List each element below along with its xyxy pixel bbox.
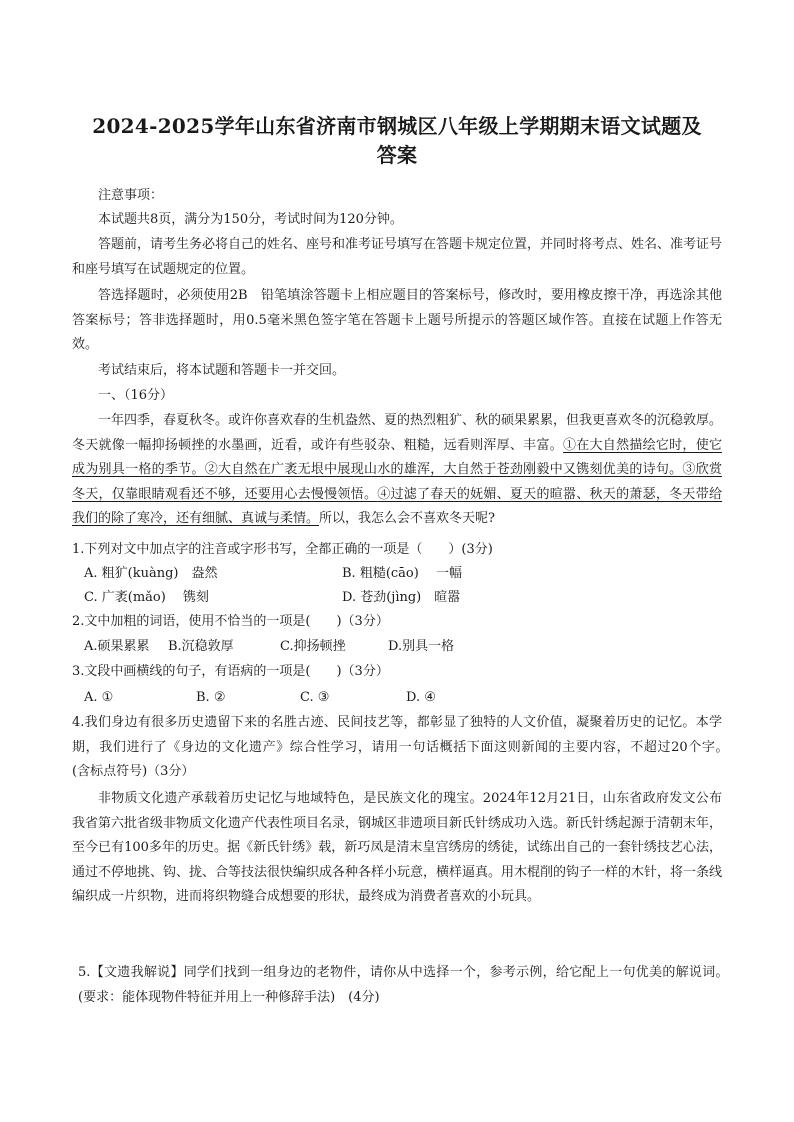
notice-p4: 考试结束后，将本试题和答题卡一并交回。 <box>98 363 346 378</box>
underlined-sentence-2: ②大自然在广袤无垠中展现山水的雄浑，大自然于苍劲刚毅中又镌刻优美的诗句。 <box>204 462 683 477</box>
notice-p3: 答选择题时，必须使用2B 铅笔填涂答题卡上相应题目的答案标号，修改时，要用橡皮擦干净，再选涂其他答案标号；答非选择题时，用0.5毫米黑色签字笔在答题卡上题号所提示的答题区域作答。直接在试题上作答无效。 <box>72 288 722 352</box>
question-3-option-b: B. ② <box>196 690 226 705</box>
page-title <box>60 112 734 170</box>
question-1-option-a: A. 粗犷(kuàng) 盎然 <box>84 566 218 581</box>
question-1-option-b: B. 粗糙(cāo) 一幅 <box>342 566 462 581</box>
underlined-sentence-4: ④过滤了春天的妩媚、夏天的暄嚣、秋天的萧瑟，冬天带给我们的除了寒冷，还有细腻、真诚与柔情。 <box>72 486 722 526</box>
question-2-option-b: B.沉稳敦厚 <box>168 639 234 654</box>
question-3-option-c: C. ③ <box>300 690 330 705</box>
question-4-news: 非物质文化遗产承载着历史记忆与地域特色，是民族文化的瑰宝。2024年12月21日，山东省政府发文公布我省第六批省级非物质文化遗产代表性项目名录，钢城区非遗项目新氏针绣成功入选。新氏针绣起源于清朝末年，至今已有100多年的历史。据《新氏针绣》载，新巧凤是清末皇宫绣房的绣徒，试练出自己的一套针绣技艺心法，通过不停地挑、钩、拢、合等技法很快编织成各种各样小玩意，横样逼真。用木棍削的钩子一样的木针，将一条线编织成一片织物，进而将织物缝合成想要的形状，最终成为消费者喜欢的小玩具。 <box>72 791 723 904</box>
question-2-stem: 2.文中加粗的词语，使用不恰当的一项是( )（3分） <box>72 614 389 629</box>
question-2-option-a: A.硕果累累 <box>84 639 150 654</box>
question-2-option-c: C.抑扬顿挫 <box>280 639 346 654</box>
underlined-sentence-3: ③欣赏冬天，仅靠眼睛观看还不够，还要用心去慢慢领悟。 <box>72 462 722 502</box>
question-1-option-c: C. 广袤(mǎo) 镌刻 <box>84 590 209 605</box>
notice-heading: 注意事项： <box>98 188 164 203</box>
question-2-option-d: D.别具一格 <box>388 639 455 654</box>
title-line-2: 答案 <box>376 143 418 167</box>
question-1-stem: 1.下列对文中加点字的注音或字形书写，全都正确的一项是（ ）(3分) <box>72 542 493 557</box>
passage-tail-text: 所以，我怎么会不喜欢冬天呢? <box>319 511 495 526</box>
question-3-option-a: A. ① <box>84 690 114 705</box>
passage-plain-text: 一年四季，春夏秋冬。或许你喜欢春的生机盎然、夏的热烈粗犷、秋的硕果累累，但我更喜欢冬的沉稳敦厚。冬天就像一幅抑扬顿挫的水墨画，近看，或许有些驳杂、粗糙，远看则浑厚、丰富。 <box>72 413 723 453</box>
notice-p1: 本试题共8页，满分为150分，考试时间为120分钟。 <box>98 212 403 227</box>
notice-p2: 答题前，请考生务必将自己的姓名、座号和准考证号填写在答题卡规定位置，并同时将考点、姓名、准考证号和座号填写在试题规定的位置。 <box>72 237 723 277</box>
question-4-stem: 4.我们身边有很多历史遗留下来的名胜古迹、民间技艺等，都彰显了独特的人文价值，凝聚着历史的记忆。本学期，我们进行了《身边的文化遗产》综合性学习，请用一句话概括下面这则新闻的主要内容，不超过20个字。 (含标点符号)（3分） <box>72 715 736 779</box>
title-line-1: 2024-2025学年山东省济南市钢城区八年级上学期期末语文试题及 <box>92 114 702 138</box>
section-1-heading: 一、（16分） <box>98 388 174 403</box>
question-5-stem: 5.【文遗我解说】同学们找到一组身边的老物件，请你从中选择一个，参考示例，给它配上一句优美的解说词。 (要求：能体现物件特征并用上一种修辞手法) (4分) <box>78 965 736 1005</box>
question-3-option-d: D. ④ <box>406 690 436 705</box>
question-3-stem: 3.文段中画横线的句子，有语病的一项是( )（3分） <box>72 664 389 679</box>
section-1-passage <box>72 409 722 532</box>
underlined-sentence-1: ①在大自然描绘它时，使它成为别具一格的季节。 <box>72 437 722 477</box>
question-1-option-d: D. 苍劲(jìng) 暄嚣 <box>342 590 461 605</box>
